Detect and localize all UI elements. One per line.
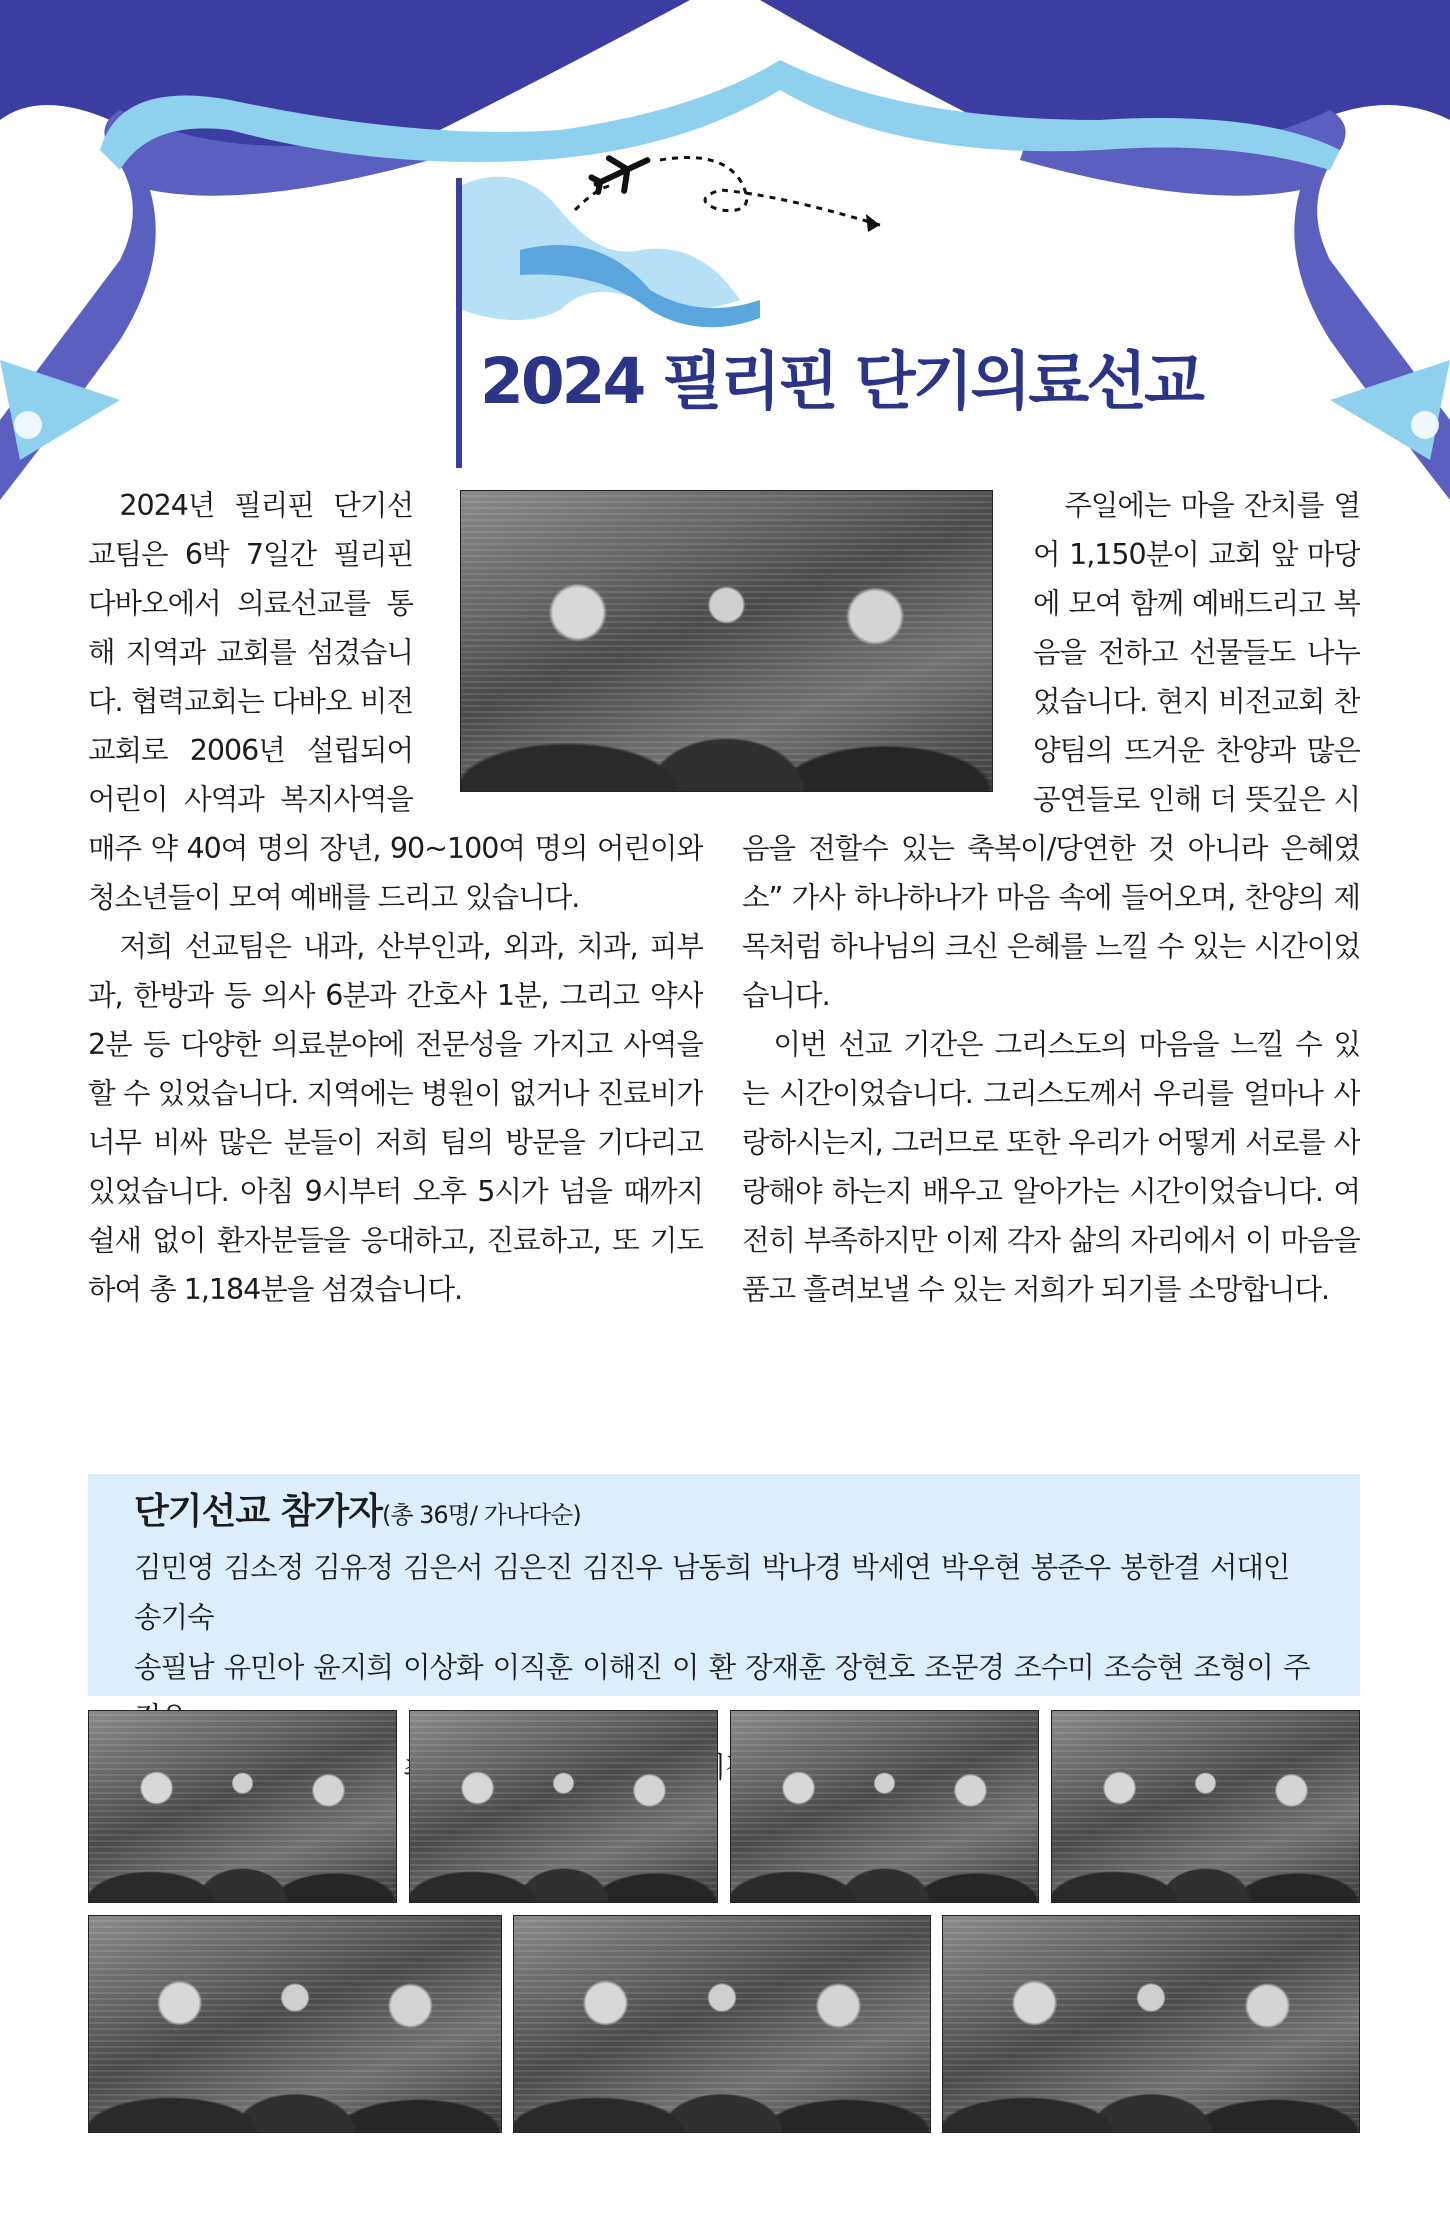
activity-photo-7 (942, 1915, 1360, 2133)
article-column-right-cont (742, 824, 1360, 1464)
group-photo (460, 490, 993, 792)
participants-subtitle: (총 36명/ 가나다순) (381, 1501, 581, 1529)
ribbon-left (0, 110, 430, 500)
article-paragraph-1-cont: 매주 약 40여 명의 장년, 90~100여 명의 어린이와 청소년들이 모여 예배를 드리고 있습니다. (88, 832, 703, 914)
flag-pole (456, 178, 462, 468)
activity-photo-2 (409, 1710, 718, 1903)
participants-title: 단기선교 참가자(총 36명/ 가나다순) (134, 1491, 581, 1532)
article-paragraph-2: 저희 선교팀은 내과, 산부인과, 외과, 치과, 피부과, 한방과 등 의사 6분과 간호사 1분, 그리고 약사 2분 등 다양한 의료분야에 전문성을 가지고 사역을 할 수 있었습니다. 지역에는 병원이 없거나 진료비가 너무 비싸 많은 분들이 저희 팀의 방문을 기다리고 있었습니다. 아침 9시부터 오후 5시가 넘을 때까지 쉴새 없이 환자분들을 응대하고, 진료하고, 또 기도하여 총 1,184분을 섬겼습니다. (88, 930, 703, 1306)
activity-photo-1 (88, 1710, 397, 1903)
participants-box (88, 1474, 1360, 1696)
article-column-right (1033, 481, 1360, 824)
flag-wave (462, 177, 740, 320)
activity-photo-3 (730, 1710, 1039, 1903)
tent-ribbon-banner (0, 0, 1450, 520)
article-paragraph-3: 주일에는 마을 잔치를 열어 1,150분이 교회 앞 마당에 모여 함께 예배드리고 복음을 전하고 선물들도 나누었습니다. 현지 비전교회 찬양팀의 뜨거운 찬양과 많은 공연들로 인해 더 뜻깊은 시 (1033, 489, 1360, 816)
activity-photo-5 (88, 1915, 502, 2133)
article-paragraph-4: 이번 선교 기간은 그리스도의 마음을 느낄 수 있는 시간이었습니다. 그리스도께서 우리를 얼마나 사랑하시는지, 그러므로 또한 우리가 어떻게 서로를 사랑해야 하는지 배우고 알아가는 시간이었습니다. 여전히 부족하지만 이제 각자 삶의 자리에서 이 마음을 품고 흘려보낼 수 있는 저희가 되기를 소망합니다. (742, 1028, 1360, 1306)
ribbon-right (1020, 110, 1450, 500)
participants-line-2: 송필남 유민아 윤지희 이상화 이직훈 이해진 이 환 장재훈 장현호 조문경 조수미 조승현 조형이 주 (134, 1651, 1310, 1684)
article-column-left (88, 824, 703, 1464)
activity-photo-6 (513, 1915, 931, 2133)
article-paragraph-1: 2024년 필리핀 단기선교팀은 6박 7일간 필리핀 다바오에서 의료선교를 통해 지역과 교회를 섬겼습니다. 협력교회는 다바오 비전교회로 2006년 설립되어 어린이 사역과 복지사역을 (88, 489, 413, 816)
article-column-left-top (88, 481, 413, 824)
page-title: 2024 필리핀 단기의료선교 (480, 345, 1202, 418)
article-paragraph-3-cont: 음을 전할수 있는 축복이/당연한 것 아니라 은혜였소” 가사 하나하나가 마음 속에 들어오며, 찬양의 제목처럼 하나님의 크신 은혜를 느낄 수 있는 시간이었습니다. (742, 832, 1360, 1012)
activity-photo-4 (1051, 1710, 1360, 1903)
participants-line-1: 김민영 김소정 김유정 김은서 김은진 김진우 남동희 박나경 박세연 박우현 봉준우 봉한결 서대인 송기숙 (134, 1551, 1290, 1634)
